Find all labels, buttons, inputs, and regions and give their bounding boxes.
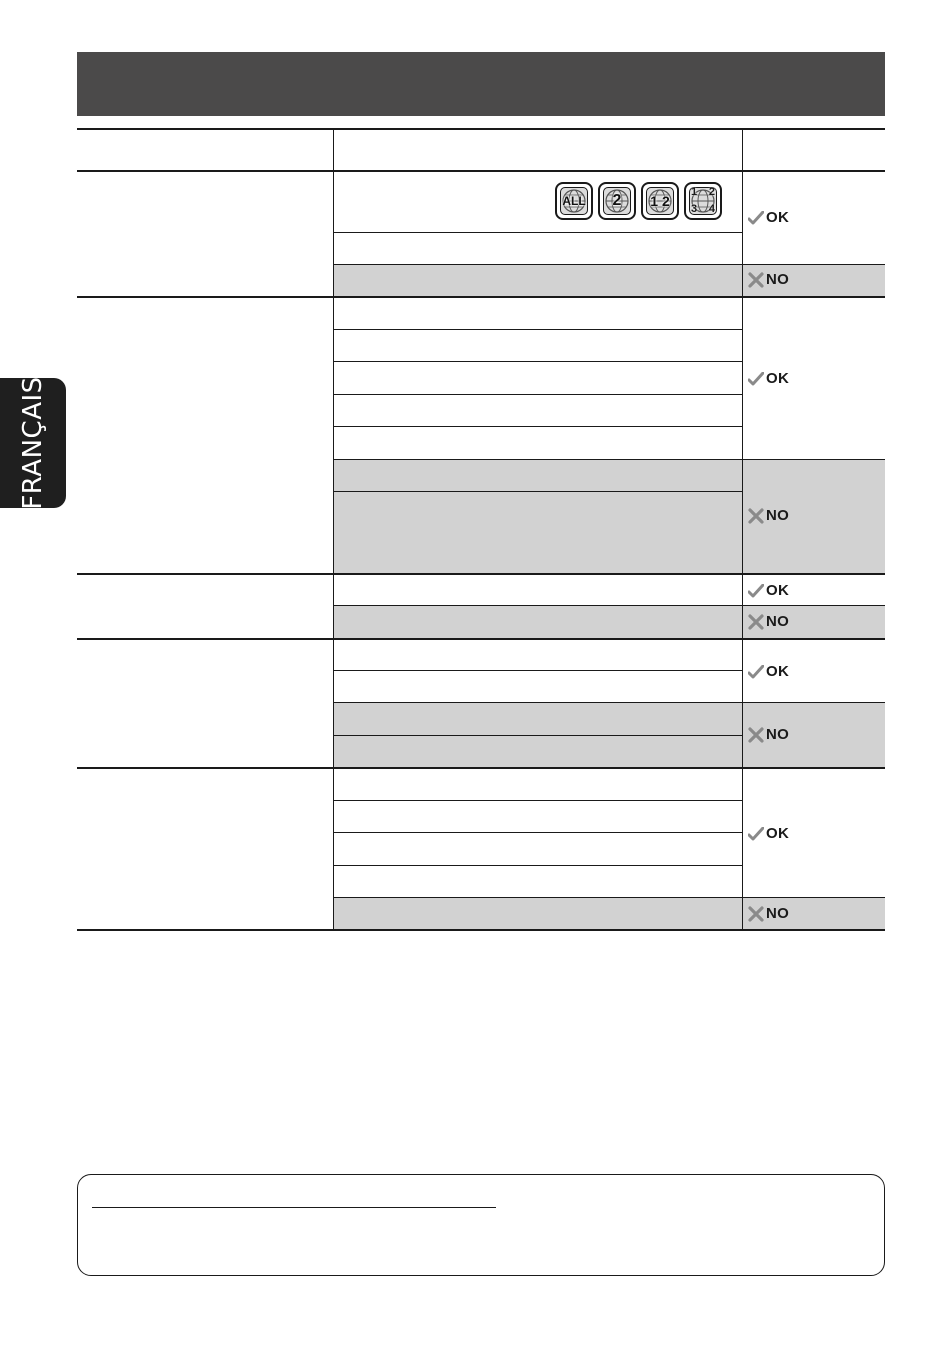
status-no [748, 613, 789, 630]
row-rule [333, 865, 742, 866]
row-rule [333, 670, 742, 671]
status-no [748, 271, 789, 288]
status-ok [748, 370, 789, 387]
group-rule [77, 170, 885, 172]
region-2-icon [598, 182, 636, 220]
status-no-label: NO [766, 726, 790, 743]
status-ok-label: OK [766, 370, 790, 387]
row-shade [333, 606, 885, 638]
row-rule [333, 735, 742, 736]
table-top-rule [77, 128, 885, 130]
note-box [77, 1174, 885, 1276]
region-code-icons [555, 182, 722, 220]
region-quadrant-label: 4 [708, 203, 715, 215]
row-rule [333, 361, 742, 362]
cross-icon [748, 508, 764, 524]
group-rule [77, 573, 885, 575]
status-no-label: NO [766, 271, 790, 288]
status-ok [748, 209, 789, 226]
status-ok [748, 582, 789, 599]
row-rule [333, 426, 742, 427]
row-rule [333, 264, 885, 265]
row-rule [333, 491, 742, 492]
row-shade [333, 460, 885, 574]
row-rule [333, 897, 885, 898]
status-no [748, 726, 789, 743]
region-all-icon [555, 182, 593, 220]
column-divider [333, 128, 334, 930]
compatibility-table [77, 128, 885, 931]
status-no-label: NO [766, 507, 790, 524]
table-bottom-rule [77, 929, 885, 931]
cross-icon [748, 906, 764, 922]
status-ok-label: OK [766, 825, 790, 842]
region-label: 1 2 [650, 193, 670, 209]
language-tab-label: FRANÇAIS [18, 376, 48, 510]
row-rule [333, 329, 742, 330]
region-1-2-3-4-icon [684, 182, 722, 220]
group-rule [77, 638, 885, 640]
check-icon [748, 827, 764, 841]
check-icon [748, 665, 764, 679]
row-rule [333, 459, 885, 460]
row-rule [333, 232, 742, 233]
row-rule [333, 832, 742, 833]
language-side-tab [0, 378, 66, 508]
region-quadrant-label: 1 [691, 186, 698, 198]
check-icon [748, 584, 764, 598]
status-no [748, 507, 789, 524]
column-divider [742, 128, 743, 930]
region-label: ALL [562, 194, 586, 208]
status-no-label: NO [766, 905, 790, 922]
region-label: 2 [612, 192, 622, 209]
cross-icon [748, 727, 764, 743]
check-icon [748, 211, 764, 225]
group-rule [77, 296, 885, 298]
row-rule [333, 800, 742, 801]
check-icon [748, 372, 764, 386]
row-rule [333, 702, 885, 703]
note-title-rule [92, 1207, 496, 1208]
status-ok [748, 663, 789, 680]
section-header-bar [77, 52, 885, 116]
row-shade [333, 265, 885, 297]
cross-icon [748, 614, 764, 630]
row-rule [333, 605, 885, 606]
region-quadrant-label: 3 [691, 203, 698, 215]
row-shade [333, 898, 885, 930]
status-no [748, 905, 789, 922]
region-1-2-icon [641, 182, 679, 220]
status-ok-label: OK [766, 209, 790, 226]
status-ok-label: OK [766, 663, 790, 680]
group-rule [77, 767, 885, 769]
region-quadrant-label: 2 [708, 186, 715, 198]
cross-icon [748, 272, 764, 288]
status-ok [748, 825, 789, 842]
status-no-label: NO [766, 613, 790, 630]
status-ok-label: OK [766, 582, 790, 599]
row-rule [333, 394, 742, 395]
